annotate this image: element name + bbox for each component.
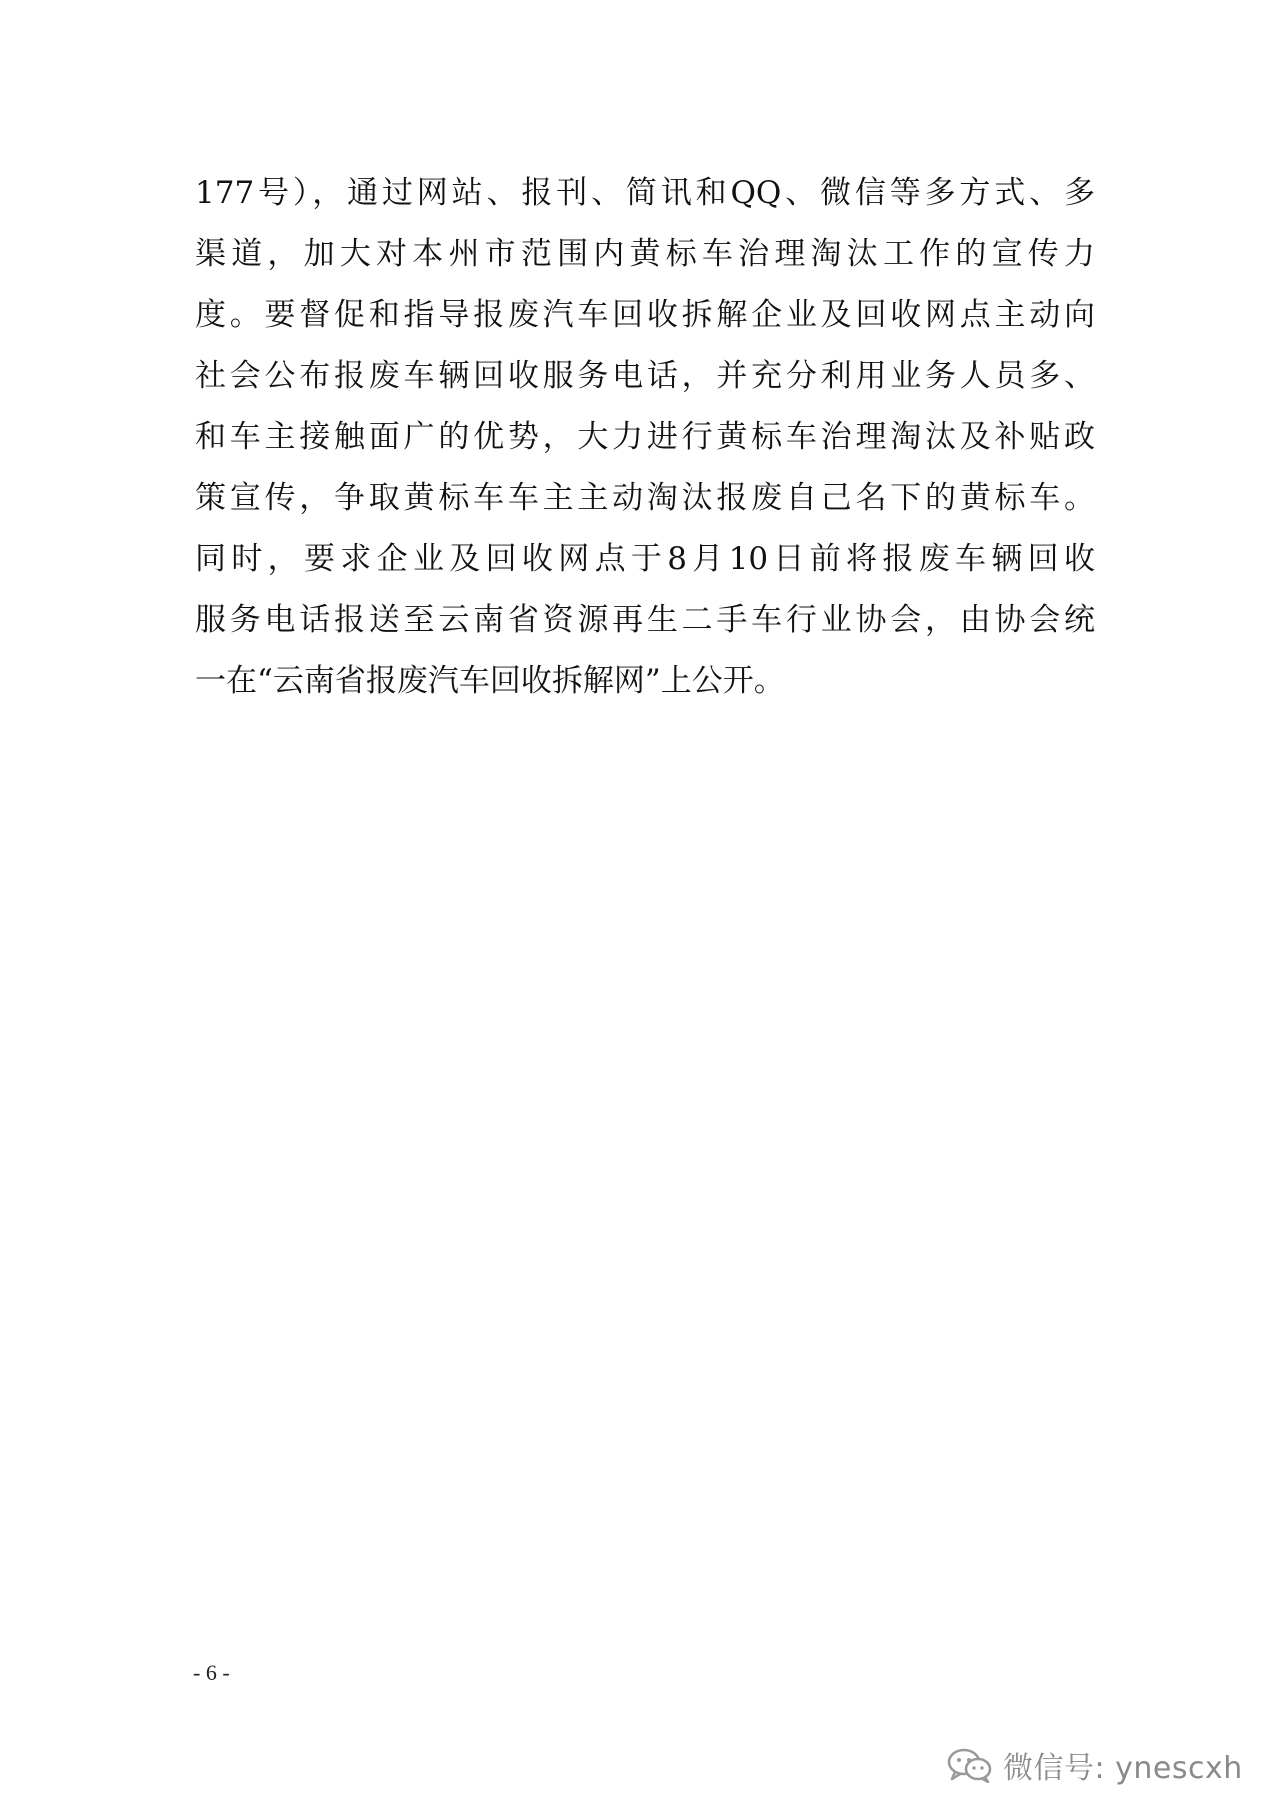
text-line: 策宣传，争取黄标车车主主动淘汰报废自己名下的黄标车。 <box>195 480 1095 516</box>
text-line: 同时，要求企业及回收网点于8月10日前将报废车辆回收 <box>195 541 1095 577</box>
page-number: - 6 - <box>193 1660 230 1685</box>
text-line: 度。要督促和指导报废汽车回收拆解企业及回收网点主动向 <box>195 297 1095 333</box>
wechat-icon <box>945 1747 993 1783</box>
text-line: 社会公布报废车辆回收服务电话，并充分利用业务人员多、 <box>195 358 1095 394</box>
text-line: 渠道，加大对本州市范围内黄标车治理淘汰工作的宣传力 <box>195 236 1095 272</box>
text-line: 一在“云南省报废汽车回收拆解网”上公开。 <box>195 663 785 699</box>
text-line: 服务电话报送至云南省资源再生二手车行业协会，由协会统 <box>195 602 1095 638</box>
text-line: 和车主接触面广的优势，大力进行黄标车治理淘汰及补贴政 <box>195 419 1095 455</box>
watermark-text: 微信号: ynescxh <box>1003 1751 1243 1786</box>
text-line: 177号），通过网站、报刊、简讯和QQ、微信等多方式、多 <box>195 175 1095 211</box>
wechat-watermark <box>945 1745 1243 1785</box>
body-paragraph <box>195 163 1095 712</box>
